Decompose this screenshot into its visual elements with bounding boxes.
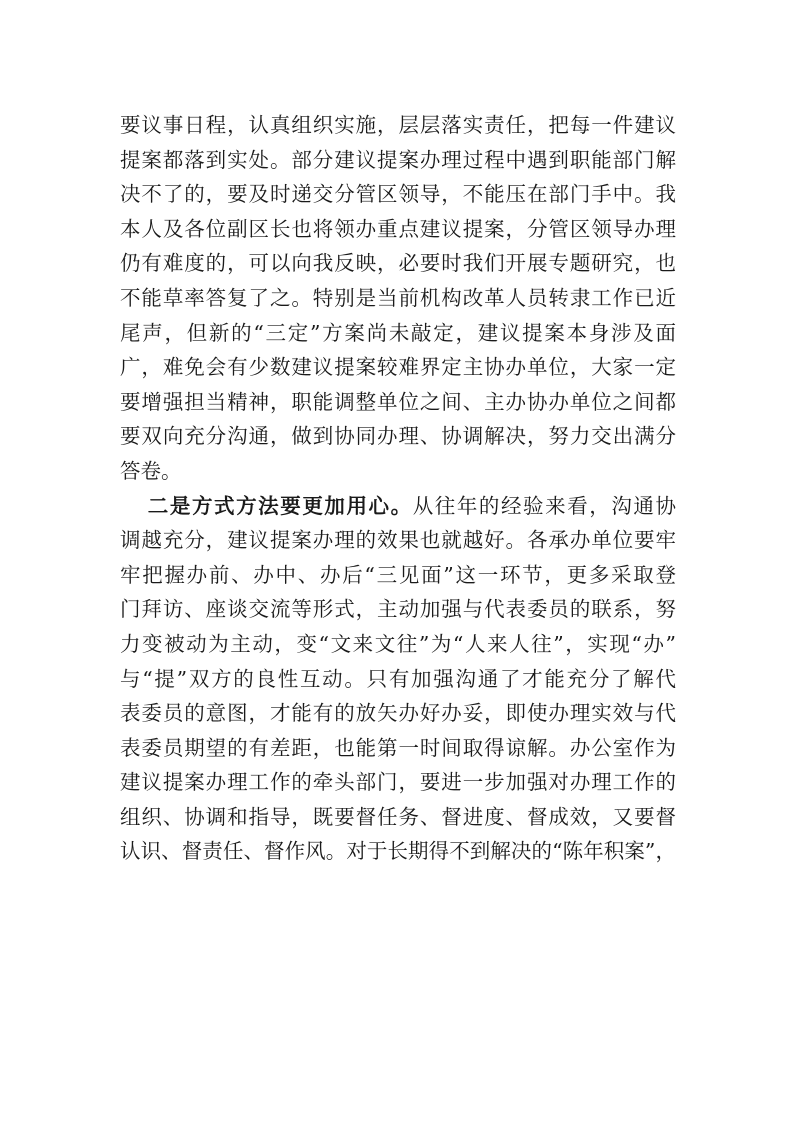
text-line: 与“提”双方的良性互动。只有加强沟通了才能充分了解代: [120, 666, 676, 691]
text-line: 要双向充分沟通，做到协同办理、协调解决，努力交出满分: [120, 424, 676, 449]
text-line: 决不了的，要及时递交分管区领导，不能压在部门手中。我: [120, 182, 676, 207]
text-line: 提案都落到实处。部分建议提案办理过程中遇到职能部门解: [120, 147, 676, 172]
paragraph-1: [120, 108, 676, 489]
text-line: 尾声，但新的“三定”方案尚未敲定，建议提案本身涉及面: [120, 320, 676, 345]
text-line: 要议事日程，认真组织实施，层层落实责任，把每一件建议: [120, 113, 676, 137]
text-span: 从往年的经验来看，沟通协: [412, 493, 677, 518]
section-heading: 二是方式方法要更加用心。: [147, 493, 413, 518]
text-line: 门拜访、座谈交流等形式，主动加强与代表委员的联系，努: [120, 597, 676, 622]
text-line: 仍有难度的，可以向我反映，必要时我们开展专题研究，也: [120, 251, 676, 276]
text-line: 建议提案办理工作的牵头部门，要进一步加强对办理工作的: [120, 770, 676, 795]
paragraph-2: [120, 489, 676, 870]
paragraph-first-line: [120, 489, 676, 524]
text-line: 本人及各位副区长也将领办重点建议提案，分管区领导办理: [120, 216, 676, 241]
text-line: 认识、督责任、督作风。对于长期得不到解决的“陈年积案”，: [120, 839, 676, 864]
text-line: 牢把握办前、办中、办后“三见面”这一环节，更多采取登: [120, 562, 676, 587]
text-line: 调越充分，建议提案办理的效果也就越好。各承办单位要牢: [120, 528, 676, 553]
text-line: 答卷。: [120, 458, 182, 483]
text-line: 广，难免会有少数建议提案较难界定主协办单位，大家一定: [120, 355, 676, 380]
document-page: [120, 108, 676, 869]
text-line: 要增强担当精神，职能调整单位之间、主办协办单位之间都: [120, 389, 676, 414]
text-line: 表委员期望的有差距，也能第一时间取得谅解。办公室作为: [120, 735, 676, 760]
text-line: 力变被动为主动，变“文来文往”为“人来人往”，实现“办”: [120, 631, 676, 656]
text-line: 不能草率答复了之。特别是当前机构改革人员转隶工作已近: [120, 285, 676, 310]
text-line: 组织、协调和指导，既要督任务、督进度、督成效，又要督: [120, 804, 676, 829]
text-line: 表委员的意图，才能有的放矢办好办妥，即使办理实效与代: [120, 701, 676, 726]
